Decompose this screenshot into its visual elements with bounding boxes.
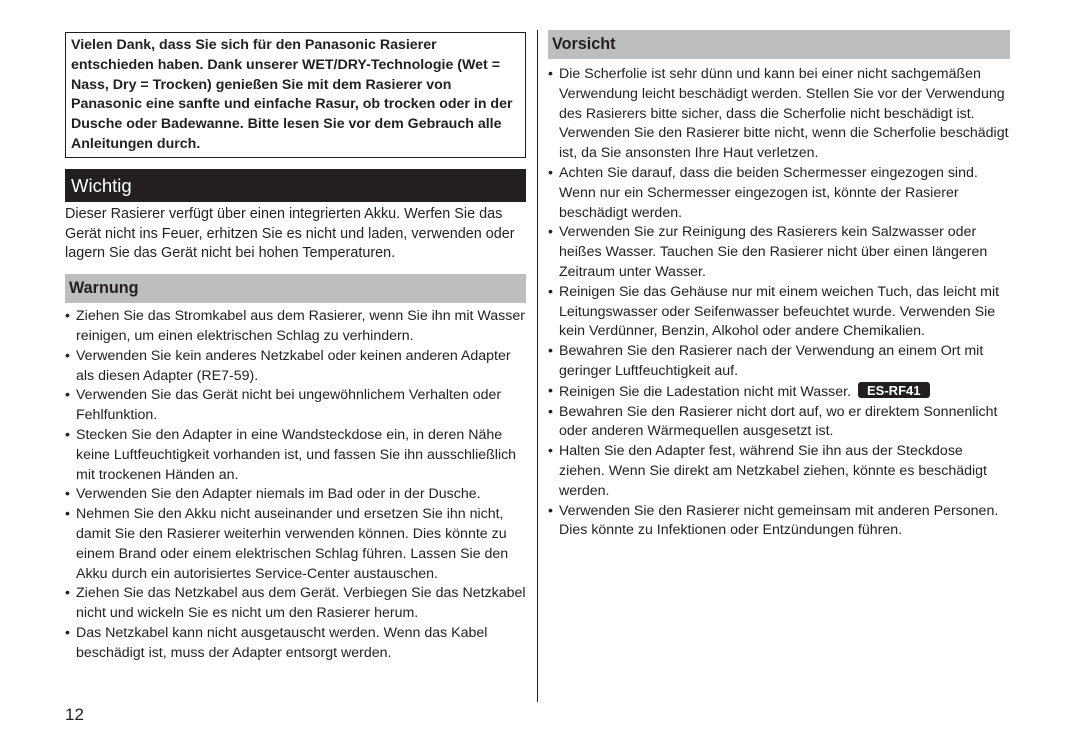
model-badge: ES-RF41 bbox=[858, 382, 930, 398]
warnung-item: • Nehmen Sie den Akku nicht auseinander und ersetzen Sie ihn nicht, damit Sie den Rasierer weiterhin verwenden können. Dies könnte zu einem Brand oder einem elektrischen Schlag führen. Lassen Sie den Akku durch ein autorisiertes Service-Center austauschen. bbox=[65, 505, 526, 584]
intro-box: Vielen Dank, dass Sie sich für den Panasonic Rasierer entschieden haben. Dank unserer WET/DRY-Technologie (Wet = Nass, Dry = Trocken) genießen Sie mit dem Rasierer von Panasonic eine sanfte und einfache Rasur, ob trocken oder in der Dusche oder Badewanne. Bitte lesen Sie vor dem Gebrauch alle Anleitungen durch. bbox=[65, 32, 526, 158]
warnung-heading: Warnung bbox=[65, 274, 526, 303]
vorsicht-item: • Reinigen Sie das Gehäuse nur mit einem weichen Tuch, das leicht mit Leitungswasser oder Seifenwasser befeuchtet wurde. Verwenden Sie kein Verdünner, Benzin, Alkohol oder andere Chemikalien. bbox=[548, 283, 1010, 342]
vorsicht-item-text: Reinigen Sie die Ladestation nicht mit Wasser. bbox=[559, 383, 852, 400]
warnung-item: • Ziehen Sie das Stromkabel aus dem Rasierer, wenn Sie ihn mit Wasser reinigen, um einen elektrischen Schlag zu verhindern. bbox=[65, 307, 526, 347]
vorsicht-item: • Bewahren Sie den Rasierer nicht dort auf, wo er direktem Sonnenlicht oder anderen Wärmequellen ausgesetzt ist. bbox=[548, 403, 1010, 443]
left-column bbox=[65, 32, 526, 664]
vorsicht-item: • Achten Sie darauf, dass die beiden Schermesser eingezogen sind. Wenn nur ein Schermesser eingezogen ist, könnte der Rasierer beschädigt werden. bbox=[548, 164, 1010, 223]
warnung-item: • Ziehen Sie das Netzkabel aus dem Gerät. Verbiegen Sie das Netzkabel nicht und wickeln Sie es nicht um den Rasierer herum. bbox=[65, 584, 526, 624]
vorsicht-item: • Verwenden Sie den Rasierer nicht gemeinsam mit anderen Personen. Dies könnte zu Infektionen oder Entzündungen führen. bbox=[548, 502, 1010, 542]
vorsicht-item-charging-stand bbox=[548, 382, 1010, 403]
vorsicht-list bbox=[548, 65, 1010, 541]
warnung-item: • Verwenden Sie kein anderes Netzkabel oder keinen anderen Adapter als diesen Adapter (RE7-59). bbox=[65, 347, 526, 387]
vorsicht-item: • Halten Sie den Adapter fest, während Sie ihn aus der Steckdose ziehen. Wenn Sie direkt am Netzkabel ziehen, könnte es beschädigt werden. bbox=[548, 442, 1010, 501]
vorsicht-item: • Verwenden Sie zur Reinigung des Rasierers kein Salzwasser oder heißes Wasser. Tauchen Sie den Rasierer nicht über einen längeren Zeitraum unter Wasser. bbox=[548, 223, 1010, 282]
wichtig-heading: Wichtig bbox=[65, 169, 526, 202]
wichtig-text: Dieser Rasierer verfügt über einen integrierten Akku. Werfen Sie das Gerät nicht ins Feuer, erhitzen Sie es nicht und laden, verwenden oder lagern Sie das Gerät nicht bei hohen Temperaturen. bbox=[65, 205, 515, 262]
warnung-item: • Verwenden Sie das Gerät nicht bei ungewöhnlichem Verhalten oder Fehlfunktion. bbox=[65, 386, 526, 426]
warnung-item: • Verwenden Sie den Adapter niemals im Bad oder in der Dusche. bbox=[65, 485, 526, 505]
page-number: 12 bbox=[65, 705, 84, 724]
right-column bbox=[548, 30, 1010, 541]
warnung-item: • Stecken Sie den Adapter in eine Wandsteckdose ein, in deren Nähe keine Luftfeuchtigkeit vorhanden ist, und fassen Sie ihn ausschließlich mit trockenen Händen an. bbox=[65, 426, 526, 485]
column-divider bbox=[537, 30, 538, 702]
vorsicht-item: • Die Scherfolie ist sehr dünn und kann bei einer nicht sachgemäßen Verwendung leicht beschädigt werden. Stellen Sie vor der Verwendung des Rasierers bitte sicher, dass die Scherfolie nicht beschädigt ist. Verwenden Sie den Rasierer bitte nicht, wenn die Scherfolie beschädigt ist, da Sie ansonsten Ihre Haut verletzen. bbox=[548, 65, 1010, 164]
warnung-list bbox=[65, 307, 526, 663]
vorsicht-heading: Vorsicht bbox=[548, 30, 1010, 59]
warnung-item: • Das Netzkabel kann nicht ausgetauscht werden. Wenn das Kabel beschädigt ist, muss der Adapter entsorgt werden. bbox=[65, 624, 526, 664]
vorsicht-item: • Bewahren Sie den Rasierer nach der Verwendung an einem Ort mit geringer Luftfeuchtigkeit auf. bbox=[548, 342, 1010, 382]
